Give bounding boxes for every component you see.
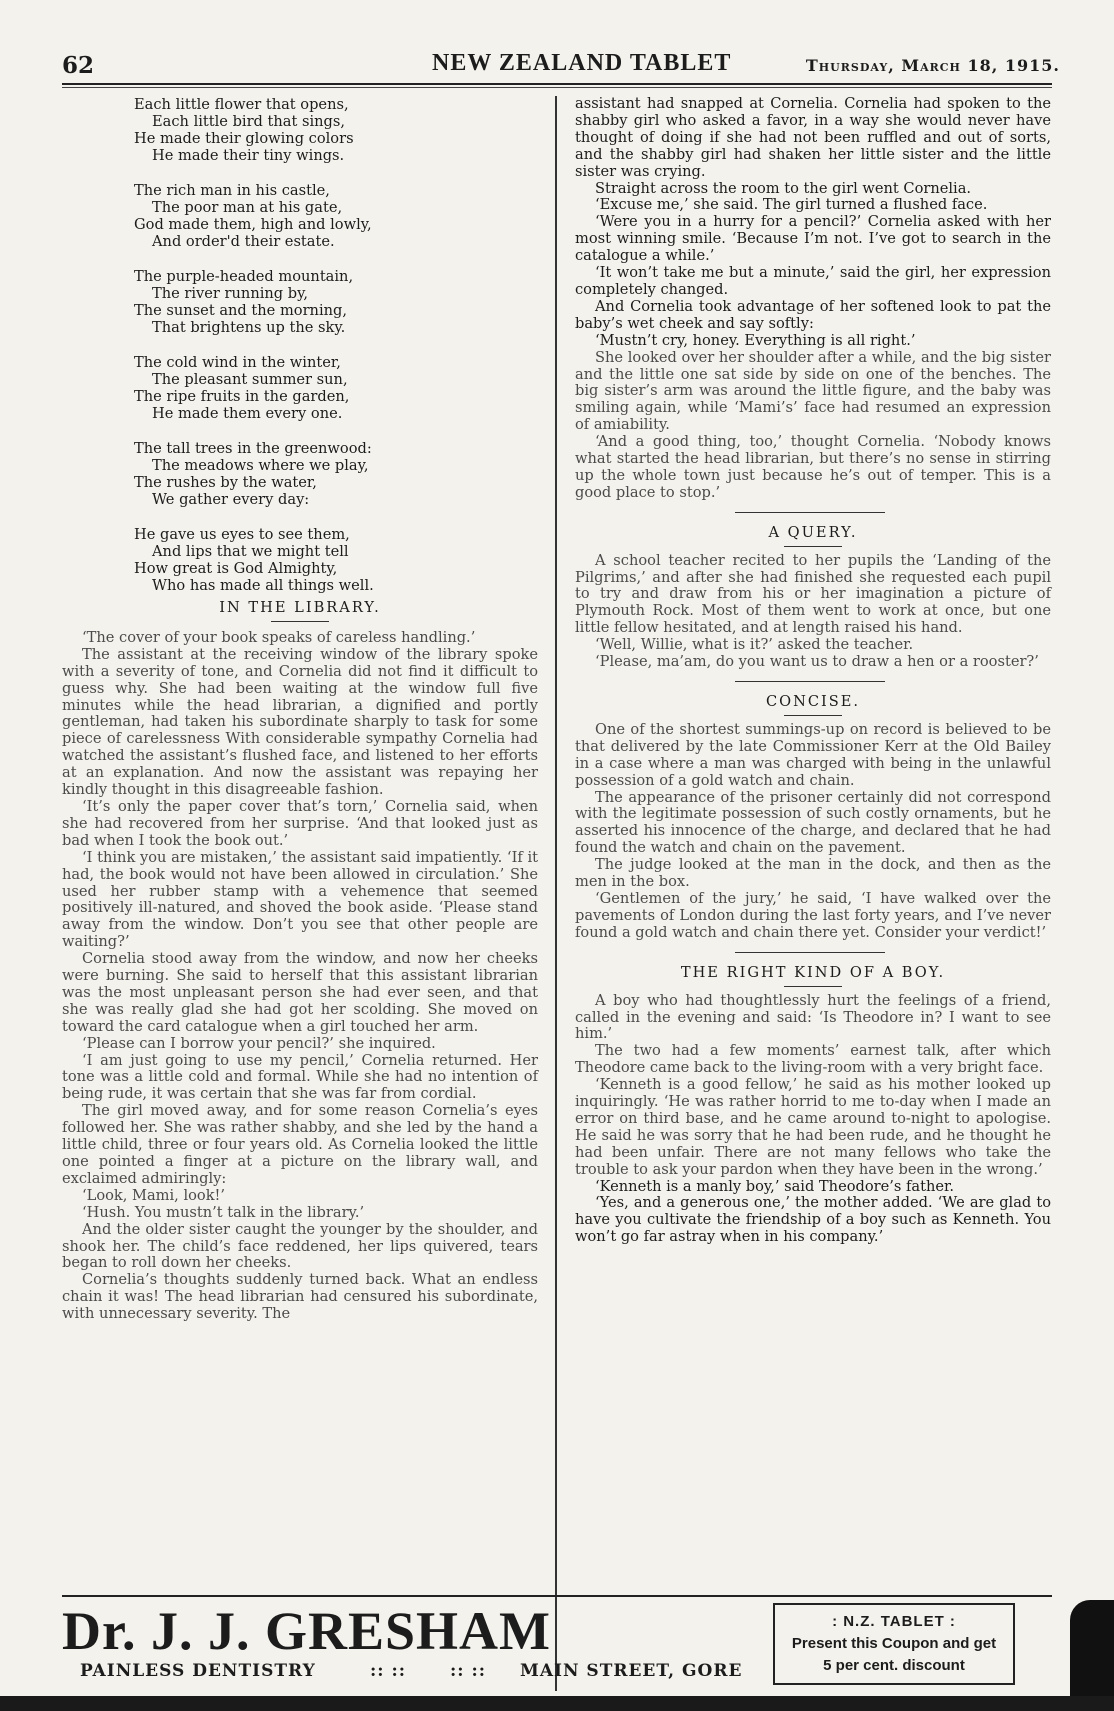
paragraph: ‘Were you in a hurry for a pencil?’ Cornelia asked with her most winning smile. ‘Because I’m not. I’ve got to search in the catalogue a while.’ [575,213,1051,265]
paragraph: The appearance of the prisoner certainly did not correspond with the legitimate possession of such costly ornaments, but he asserted his innocence of the charge, and declared that he had found the watch and chain on the pavement. [575,788,1051,857]
header-rule [62,83,1052,85]
paragraph: She looked over her shoulder after a while, and the big sister and the little one sat side by side on one of the benches. The big sister’s arm was around the little figure, and the baby was smiling again, while ‘Mami’s’ face had resumed an expression of amiability. [575,348,1051,434]
advert-address: MAIN STREET, GORE [520,1661,743,1681]
poem-line: The pleasant summer sun, [152,371,348,388]
masthead: NEW ZEALAND TABLET [432,50,732,76]
paragraph: And the older sister caught the younger by the shoulder, and shook her. The child’s face reddened, her lips quivered, tears began to roll down her cheeks. [62,1220,538,1272]
boy-article [575,993,1051,1247]
poem-stanza [134,354,538,422]
section-title-boy: THE RIGHT KIND OF A BOY. [680,963,946,981]
library-article-continued [575,96,1051,502]
advert-separator: :: :: [450,1661,487,1681]
poem-line: God made them, high and lowly, [134,216,372,233]
poem-line: How great is God Almighty, [134,560,338,577]
advert-service: PAINLESS DENTISTRY [80,1661,316,1681]
page-number: 62 [62,52,95,79]
paragraph: ‘The cover of your book speaks of careless handling.’ [82,628,476,646]
paragraph: The two had a few moments’ earnest talk, after which Theodore came back to the living-room with a very bright face. [575,1042,1051,1077]
coupon-text: Present this Coupon and get [791,1635,997,1652]
poem-line: The rich man in his castle, [134,182,330,199]
poem-line: Who has made all things well. [152,577,374,594]
paragraph: A school teacher recited to her pupils the ‘Landing of the Pilgrims,’ and after she had finished she requested each pupil to try and draw from his or her imagination a picture of Plymouth Rock. Most of them went to work at once, but one little fellow hesitated, and at length raised his hand. [575,551,1051,637]
paragraph: The girl moved away, and for some reason Cornelia’s eyes followed her. She was rather shabby, and she led by the hand a little child, three or four years old. As Cornelia looked the little one pointed a finger at a picture on the library wall, and exclaimed admiringly: [62,1102,538,1187]
library-article [62,630,538,1323]
issue-date: Thursday, March 18, 1915. [805,56,1060,75]
article-separator [735,512,885,513]
paragraph: ‘It won’t take me but a minute,’ said the girl, her expression completely changed. [575,264,1051,298]
paragraph: ‘I am just going to use my pencil,’ Cornelia returned. Her tone was a little cold and formal. While she had no intention of being rude, it was certain that she was far from cordial. [62,1051,538,1103]
poem-line: The river running by, [152,285,309,302]
paragraph: A boy who had thoughtlessly hurt the feelings of a friend, called in the evening and said: ‘Is Theodore in? I want to see him.’ [575,991,1051,1043]
paragraph: ‘Yes, and a generous one,’ the mother added. ‘We are glad to have you cultivate the friendship of a boy such as Kenneth. You won’t go far astray when in his company.’ [575,1194,1051,1246]
poem-line: The meadows where we play, [152,457,369,474]
advert-rule [62,1595,1052,1597]
poem-line: He made them every one. [152,405,343,422]
poem-line: He made their tiny wings. [152,147,345,164]
header-rule-thin [62,87,1052,88]
paragraph: The assistant at the receiving window of the library spoke with a severity of tone, and Cornelia did not find it difficult to guess why. She had been waiting at the window full five minutes while the head librarian, a dignified and portly gentleman, had taken his subordinate sharply to task for some piece of carelessness With considerable sympathy Cornelia had watched the assistant’s flushed face, and listened to her efforts at an explanation. And now the assistant was repaying her kindly thought in this disagreeable fashion. [62,645,538,799]
paragraph: The judge looked at the man in the dock, and then as the men in the box. [575,856,1051,891]
coupon-title: : N.Z. TABLET : [832,1613,956,1630]
article-separator [735,952,885,953]
poem-line: The purple-headed mountain, [134,268,354,285]
concise-article [575,722,1051,942]
coupon-discount: 5 per cent. discount [823,1657,965,1674]
section-title-query: A QUERY. [768,523,858,541]
title-rule [271,621,329,622]
paragraph: Straight across the room to the girl went Cornelia. [595,179,972,197]
paragraph: assistant had snapped at Cornelia. Cornelia had spoken to the shabby girl who asked a favor, in a way she would never have thought of doing if she had not been ruffled and out of sorts, and the shabby girl had shaken her little sister and the little sister was crying. [575,95,1051,180]
poem-line: The ripe fruits in the garden, [134,388,350,405]
query-article [575,553,1051,671]
paragraph: ‘Gentlemen of the jury,’ he said, ‘I have walked over the pavements of London during the last forty years, and I’ve never found a gold watch and chain there yet. Consider your verdict!’ [575,889,1051,941]
paragraph: ‘And a good thing, too,’ thought Cornelia. ‘Nobody knows what started the head librarian, but there’s no sense in stirring up the whole town just because he’s out of temper. This is a good place to stop.’ [575,433,1051,501]
section-title-library: IN THE LIBRARY. [219,599,381,616]
paragraph: ‘Look, Mami, look!’ [82,1186,226,1204]
paragraph: ‘Please, ma’am, do you want us to draw a hen or a rooster?’ [595,653,1039,671]
poem-stanza [134,440,538,508]
poem-line: That brightens up the sky. [152,319,346,336]
poem-stanza [134,526,538,594]
poem [134,96,538,594]
poem-stanza [134,268,538,336]
poem-line: We gather every day: [152,491,310,508]
poem-line: The rushes by the water, [134,474,317,491]
poem-line: He gave us eyes to see them, [134,526,350,543]
poem-line: The tall trees in the greenwood: [134,440,372,457]
poem-line: The cold wind in the winter, [134,354,341,371]
poem-line: Each little flower that opens, [134,96,349,113]
scan-edge-shadow [1070,1600,1114,1711]
paragraph: ‘Please can I borrow your pencil?’ she inquired. [82,1034,436,1052]
section-title-concise: CONCISE. [765,693,861,710]
poem-stanza [134,96,538,164]
paragraph: ‘Hush. You mustn’t talk in the library.’ [82,1203,365,1221]
article-separator [735,681,885,682]
coupon-box[interactable] [773,1603,1015,1685]
poem-line: The sunset and the morning, [134,302,347,319]
paragraph: And Cornelia took advantage of her softened look to pat the baby’s wet cheek and say softly: [575,297,1051,332]
left-column [62,96,538,1323]
advert-name: Dr. J. J. GRESHAM [62,1601,552,1661]
paragraph: ‘Kenneth is a good fellow,’ he said as his mother looked up inquiringly. ‘He was rather horrid to me to-day when I made an error on third base, and he came around to-night to apologise. He said he was sorry that he had been rude, and he thought he had been unfair. There are not many fellows who take the trouble to ask your pardon when they have been in the wrong.’ [575,1076,1051,1178]
poem-line: And order'd their estate. [152,233,335,250]
paragraph: ‘It’s only the paper cover that’s torn,’ Cornelia said, when she had recovered from her surprise. ‘And that looked just as bad when I took the book out.’ [62,797,538,849]
paragraph: ‘I think you are mistaken,’ the assistant said impatiently. ‘If it had, the book would not have been allowed in circulation.’ She used her rubber stamp with a vehemence that seemed positively ill-natured, and shoved the book aside. ‘Please stand away from the window. Don’t you see that other people are waiting?’ [62,848,538,951]
column-divider [555,96,557,1691]
page-header [62,50,1060,80]
paragraph: One of the shortest summings-up on record is believed to be that delivered by the late Commissioner Kerr at the Old Bailey in a case where a man was charged with being in the unlawful possession of a gold watch and chain. [575,720,1051,789]
paragraph: ‘Well, Willie, what is it?’ asked the teacher. [595,636,914,654]
paragraph: ‘Kenneth is a manly boy,’ said Theodore’s father. [595,1177,955,1195]
poem-line: Each little bird that sings, [152,113,346,130]
advert-separator: :: :: [370,1661,407,1681]
poem-line: And lips that we might tell [152,543,349,560]
title-rule [784,546,842,547]
poem-line: He made their glowing colors [134,130,354,147]
poem-stanza [134,182,538,250]
title-rule [784,986,842,987]
paragraph: ‘Mustn’t cry, honey. Everything is all right.’ [595,331,916,349]
paragraph: Cornelia’s thoughts suddenly turned back. What an endless chain it was! The head librarian had censured his subordinate, with unnecessary severity. The [62,1271,538,1323]
advertisement [62,1597,1052,1693]
title-rule [784,715,842,716]
scan-bottom-bar [0,1696,1114,1711]
paragraph: ‘Excuse me,’ she said. The girl turned a flushed face. [595,196,988,214]
poem-line: The poor man at his gate, [152,199,343,216]
paragraph: Cornelia stood away from the window, and now her cheeks were burning. She said to herself that this assistant librarian was the most unpleasant person she had ever seen, and that she was really glad she had got her scolding. She moved on toward the card catalogue when a girl touched her arm. [62,950,538,1035]
right-column [575,96,1051,1246]
